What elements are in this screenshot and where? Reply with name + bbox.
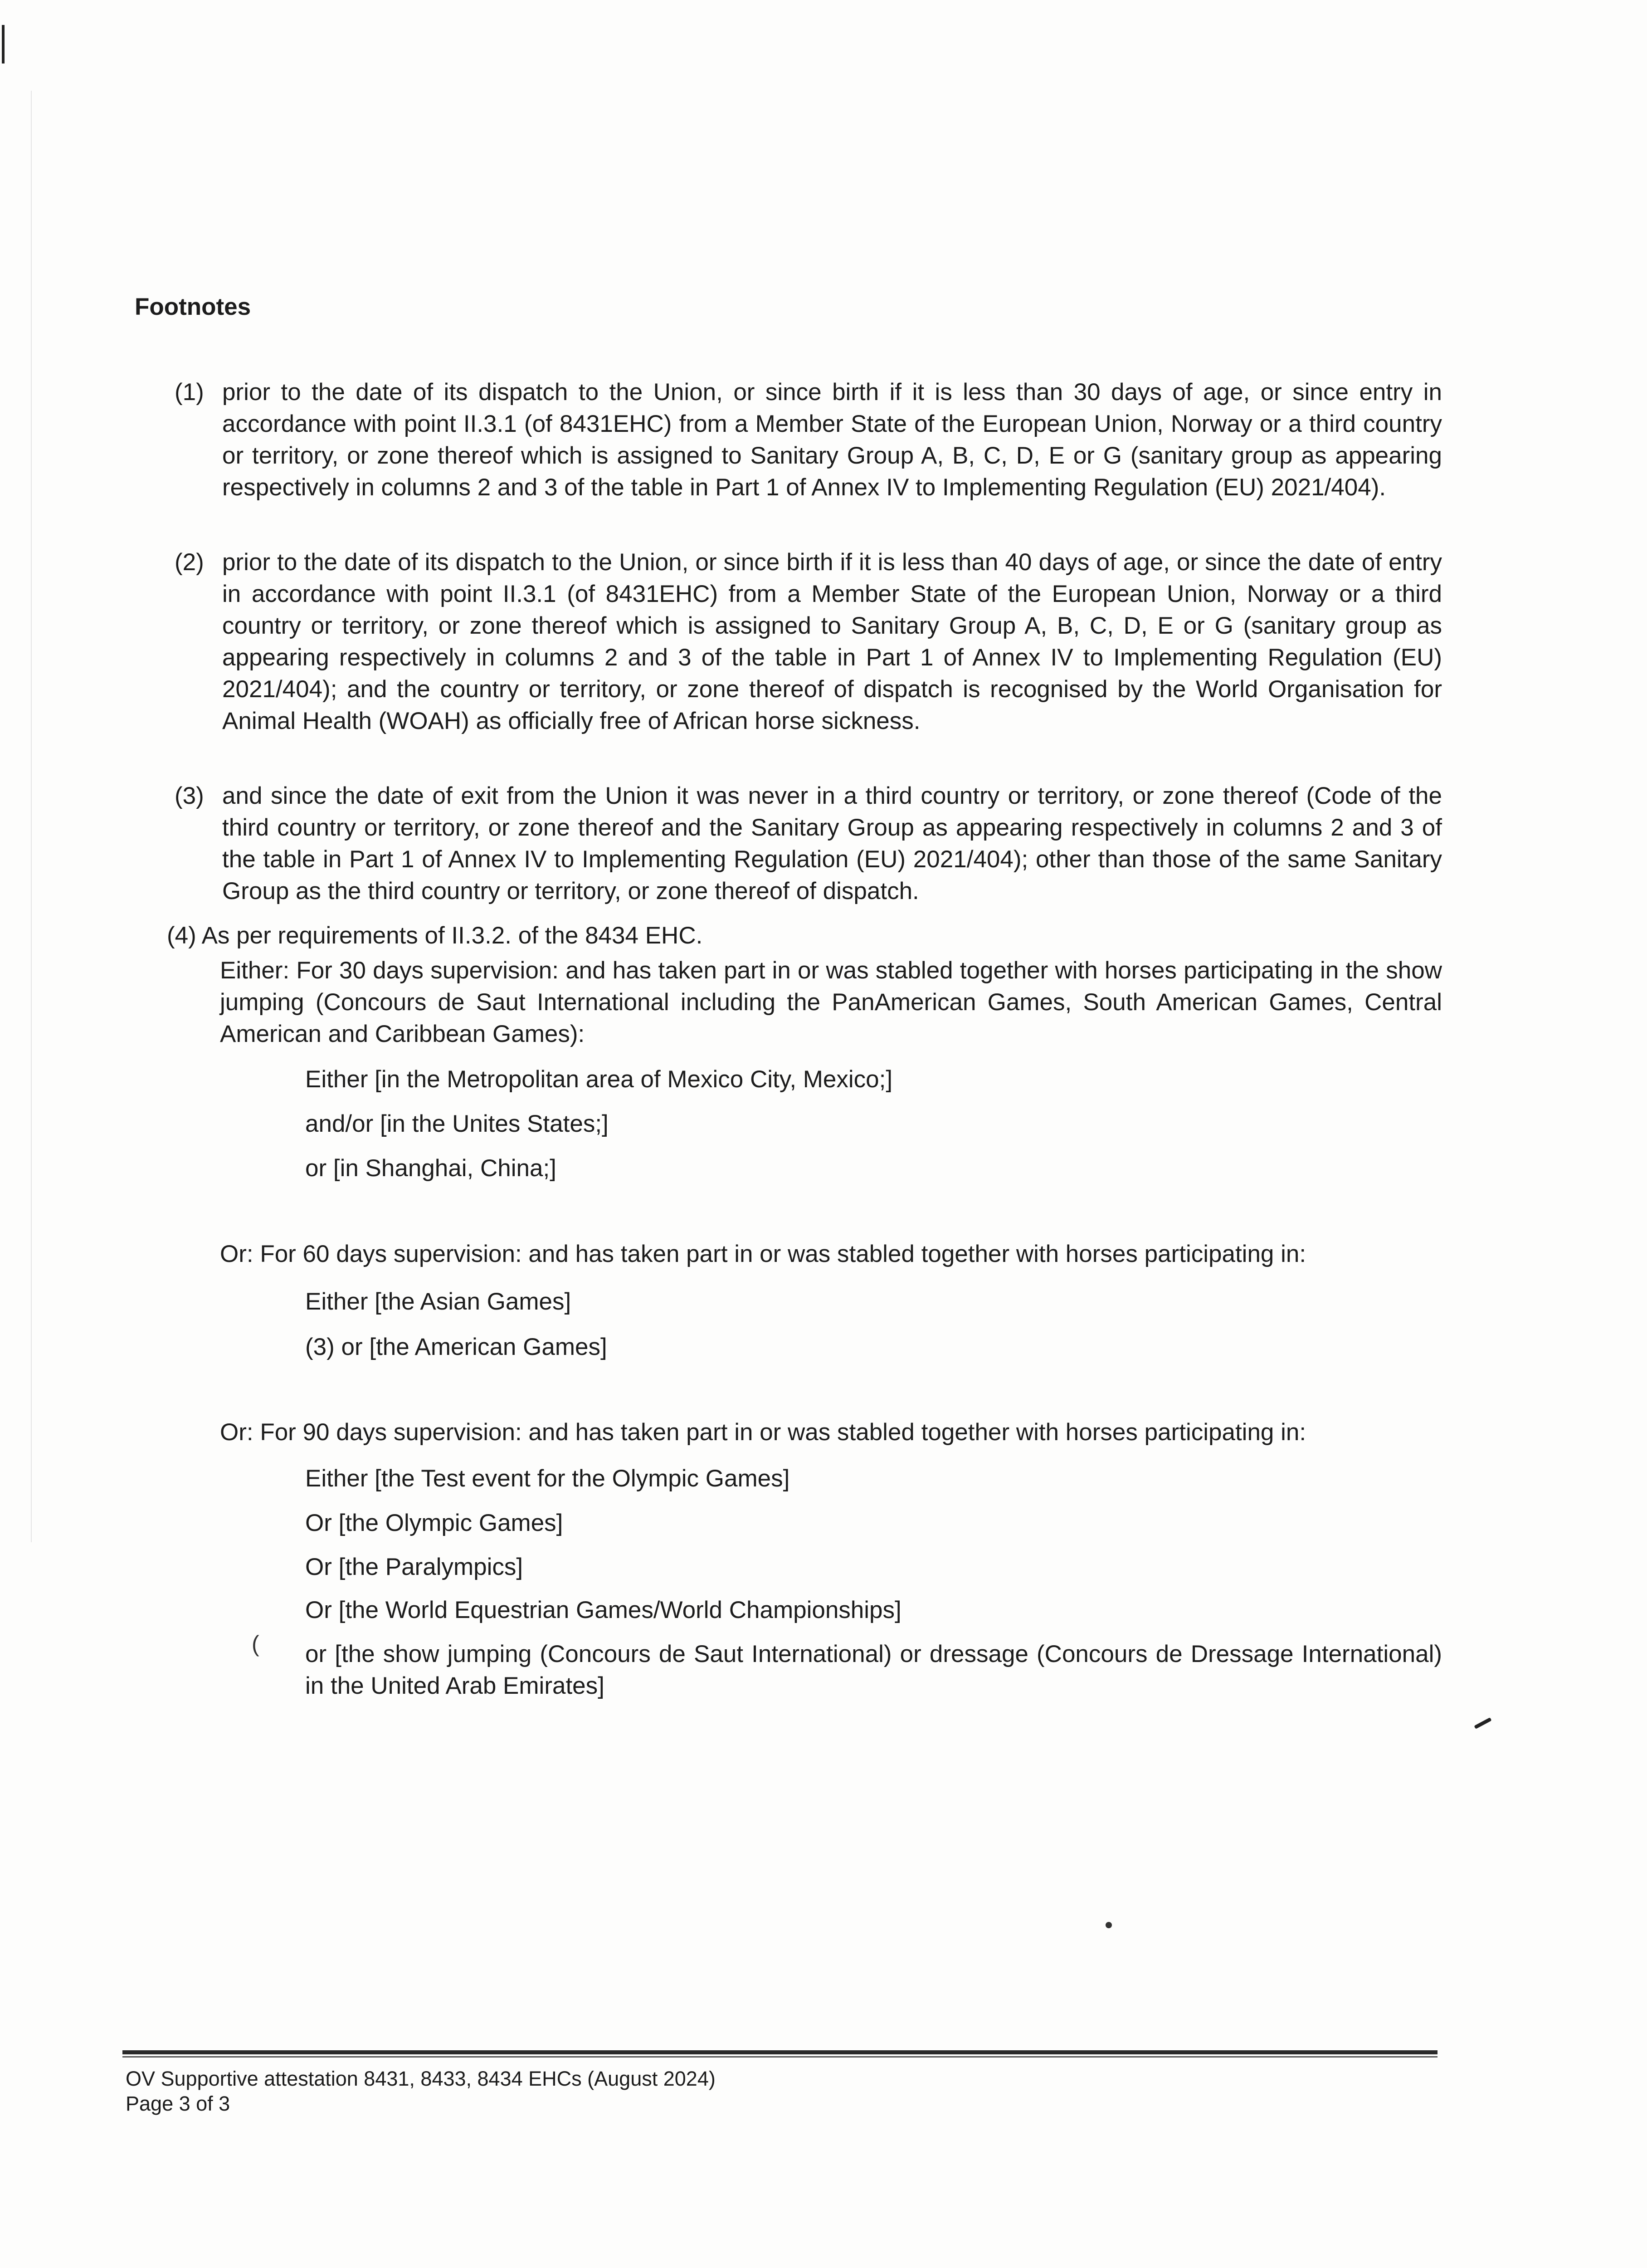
option-90-days-intro: Or: For 90 days supervision: and has taken part in or was stabled together with horses participating in:: [220, 1419, 1306, 1446]
scan-dot-mark: [1106, 1922, 1112, 1928]
option-90-item: Or [the Paralympics]: [305, 1554, 523, 1580]
footnote-2: [175, 547, 1442, 737]
footnote-1: [175, 376, 1442, 503]
option-90-item: or [the show jumping (Concours de Saut International) or dressage (Concours de Dressage International) in the United Arab Emirates]: [305, 1641, 1442, 1699]
footer-document-title: OV Supportive attestation 8431, 8433, 8434 EHCs (August 2024): [126, 2067, 716, 2090]
footnote-text: prior to the date of its dispatch to the Union, or since birth if it is less than 30 days of age, or since entry in accordance with point II.3.1 (of 8431EHC) from a Member State of the European Union, Norway or a third country or territory, or zone thereof which is assigned to Sanitary Group A, B, C, D, E or G (sanitary group as appearing respectively in columns 2 and 3 of the table in Part 1 of Annex IV to Implementing Regulation (EU) 2021/404).: [222, 379, 1442, 501]
footnote-text: and since the date of exit from the Union it was never in a third country or territory, or zone thereof (Code of the third country or territory, or zone thereof and the Sanitary Group as appearing respectively in columns 2 and 3 of the table in Part 1 of Annex IV to Implementing Regulation (EU) 2021/404); other than those of the same Sanitary Group as the third country or territory, or zone thereof of dispatch.: [222, 782, 1442, 904]
footer-divider-thin: [122, 2056, 1437, 2058]
option-90-item: Or [the World Equestrian Games/World Championships]: [305, 1597, 901, 1623]
option-30-item: and/or [in the Unites States;]: [305, 1110, 609, 1137]
footnote-number: (1): [175, 379, 204, 406]
option-30-days-intro: Either: For 30 days supervision: and has taken part in or was stabled together with horses participating in the show jumping (Concours de Saut International including the PanAmerican Games, South American Games, Central American and Caribbean Games):: [220, 957, 1442, 1047]
footnote-text: prior to the date of its dispatch to the Union, or since birth if it is less than 40 days of age, or since the date of entry in accordance with point II.3.1 (of 8431EHC) from a Member State of the European Union, Norway or a third country or territory, or zone thereof which is assigned to Sanitary Group A, B, C, D, E or G (sanitary group as appearing respectively in columns 2 and 3 of the table in Part 1 of Annex IV to Implementing Regulation (EU) 2021/404); and the country or territory, or zone thereof of dispatch is recognised by the World Organisation for Animal Health (WOAH) as officially free of African horse sickness.: [222, 549, 1442, 734]
handwritten-pen-stroke: [1474, 1717, 1491, 1729]
footnote-3: [175, 780, 1442, 907]
footnote-number: (3): [175, 782, 204, 809]
footer-page-number: Page 3 of 3: [126, 2092, 230, 2115]
page-footer: [126, 2066, 716, 2116]
handwritten-bracket-mark: (: [252, 1631, 259, 1657]
option-60-days-intro: Or: For 60 days supervision: and has taken part in or was stabled together with horses participating in:: [220, 1241, 1306, 1267]
option-30-item: Either [in the Metropolitan area of Mexico City, Mexico;]: [305, 1066, 893, 1093]
footnotes-heading: Footnotes: [135, 293, 251, 320]
scan-edge-mark: [2, 25, 5, 64]
option-60-item: (3) or [the American Games]: [305, 1334, 607, 1360]
option-30-item: or [in Shanghai, China;]: [305, 1155, 556, 1182]
option-90-item: Or [the Olympic Games]: [305, 1510, 563, 1536]
footnote-number: (2): [175, 549, 204, 576]
option-90-item: Either [the Test event for the Olympic Games]: [305, 1465, 790, 1492]
option-60-item: Either [the Asian Games]: [305, 1288, 571, 1315]
footnote-4-title: (4) As per requirements of II.3.2. of the 8434 EHC.: [167, 922, 703, 949]
scan-edge-shadow: [31, 91, 32, 1542]
footer-divider: [122, 2050, 1437, 2054]
